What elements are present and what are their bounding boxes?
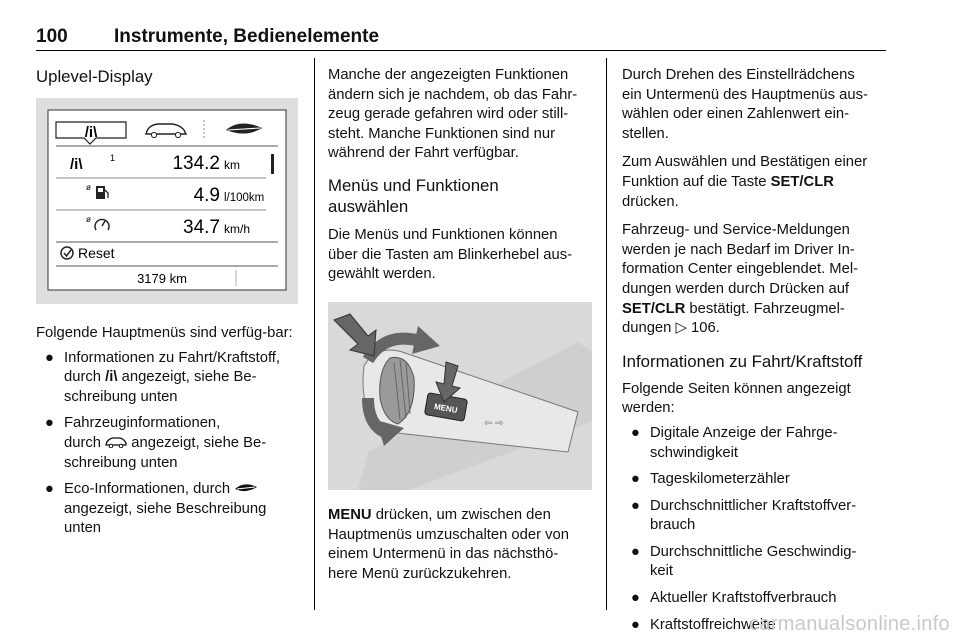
column-2-lower xyxy=(328,506,598,593)
list-item: ● Digitale Anzeige der Fahrge- schwindigkeit xyxy=(631,424,838,461)
trip-distance-unit: km xyxy=(224,158,240,172)
menus-intro: Folgende Hauptmenüs sind verfüg-bar: xyxy=(36,325,293,341)
paragraph: Die Menüs und Funktionen können über die Tasten am Blinkerhebel aus- gewählt werden. xyxy=(328,226,573,283)
column-1-text xyxy=(36,324,304,546)
bullet: ● xyxy=(631,590,640,607)
trip-info-icon: /i\ xyxy=(70,156,83,173)
bullet: ● xyxy=(631,616,640,633)
page-reference-icon: ▷ xyxy=(675,320,687,337)
trip-distance-value: 134.2 xyxy=(172,153,220,174)
uplevel-display xyxy=(36,98,298,304)
tab-trip-icon: /i\ xyxy=(84,124,98,141)
section-heading: Menüs und Funktionen auswählen xyxy=(328,175,499,216)
paragraph: Durch Drehen des Einstellrädchens ein Untermenü des Hauptmenüs aus- wählen oder einen Zahlenwert ein- stellen. xyxy=(622,67,868,142)
list-item: ● Kraftstoffreichweite xyxy=(622,616,892,636)
reset-label[interactable]: Reset xyxy=(78,245,115,261)
page-number: 100 xyxy=(36,26,68,47)
menu-button-label: MENU xyxy=(433,401,459,415)
column-3 xyxy=(622,66,892,642)
average-speed-value: 34.7 xyxy=(183,217,220,238)
bullet: ● xyxy=(631,497,640,514)
page-reference[interactable]: 106. xyxy=(691,320,720,337)
scrollbar-thumb[interactable] xyxy=(271,154,274,174)
bullet: ● xyxy=(631,471,640,488)
column-divider xyxy=(314,58,315,610)
eco-leaf-icon xyxy=(234,482,258,494)
odometer-value: 3179 km xyxy=(137,271,187,286)
section-title: Uplevel-Display xyxy=(36,67,153,86)
list-item: ● Durchschnittlicher Kraftstoffver- brauch xyxy=(631,497,857,534)
section-heading: Informationen zu Fahrt/Kraftstoff xyxy=(622,351,863,371)
page-title: Instrumente, Bedienelemente xyxy=(114,26,380,47)
turn-arrows-icon: ⇦ ⇨ xyxy=(484,418,504,429)
watermark: carmanualsonline.info xyxy=(749,613,950,635)
average-speed-unit: km/h xyxy=(224,222,251,236)
turn-signal-lever xyxy=(328,302,592,490)
list-item: ● Fahrzeuginformationen, durch angezeigt, siehe Be- schreibung unten xyxy=(45,415,267,471)
list-item: ● Durchschnittliche Geschwindig- keit xyxy=(631,543,857,580)
column-2 xyxy=(328,66,598,294)
paragraph: MENU drücken, um zwischen den Hauptmenüs umzuschalten oder von einem Untermenü in das nächsthö- here Menü zurückzukehren. xyxy=(328,507,569,582)
bullet: ● xyxy=(45,415,54,432)
bullet: ● xyxy=(631,424,640,441)
display-figure xyxy=(36,98,298,304)
svg-text:ø: ø xyxy=(86,183,91,192)
paragraph: Fahrzeug- und Service-Meldungen werden je nach Bedarf im Driver In- formation Center eingeblendet. Mel- dungen werden durch Drücken auf SET/CLR bestätigt. Fahrzeugmel- dungen ▷ 106. xyxy=(622,222,859,337)
header-rule xyxy=(36,50,886,51)
trip-info-icon: /i\ xyxy=(105,369,118,386)
list-item: ● Eco-Informationen, durch angezeigt, siehe Beschreibung unten xyxy=(45,481,267,537)
column-1 xyxy=(36,66,304,87)
main-menu-list xyxy=(36,349,304,539)
list-item: ● Informationen zu Fahrt/Kraftstoff, durch /i\ angezeigt, siehe Be- schreibung unten xyxy=(45,349,281,405)
list-item: ● Tageskilometerzähler xyxy=(622,470,892,490)
bullet: ● xyxy=(45,481,54,498)
list-item: ● Aktueller Kraftstoffverbrauch xyxy=(622,589,892,609)
fuel-consumption-value: 4.9 xyxy=(193,185,220,206)
svg-text:ø: ø xyxy=(86,215,91,224)
paragraph: Manche der angezeigten Funktionen ändern sich je nachdem, ob das Fahr- zeug gerade gefahren wird oder still- steht. Manche Funktionen sind nur während der Fahrt verfügbar. xyxy=(328,67,578,162)
lever-figure xyxy=(328,302,592,490)
bullet: ● xyxy=(631,543,640,560)
fuel-consumption-unit: l/100km xyxy=(224,192,265,204)
paragraph: Folgende Seiten können angezeigt werden: xyxy=(622,380,851,417)
column-divider xyxy=(606,58,607,610)
bullet: ● xyxy=(45,349,54,366)
trip-number: 1 xyxy=(110,153,116,163)
car-icon xyxy=(105,436,127,448)
paragraph: Zum Auswählen und Bestätigen einer Funktion auf die Taste SET/CLR drücken. xyxy=(622,154,868,210)
page-header xyxy=(36,26,379,48)
trip-pages-list xyxy=(622,424,892,635)
